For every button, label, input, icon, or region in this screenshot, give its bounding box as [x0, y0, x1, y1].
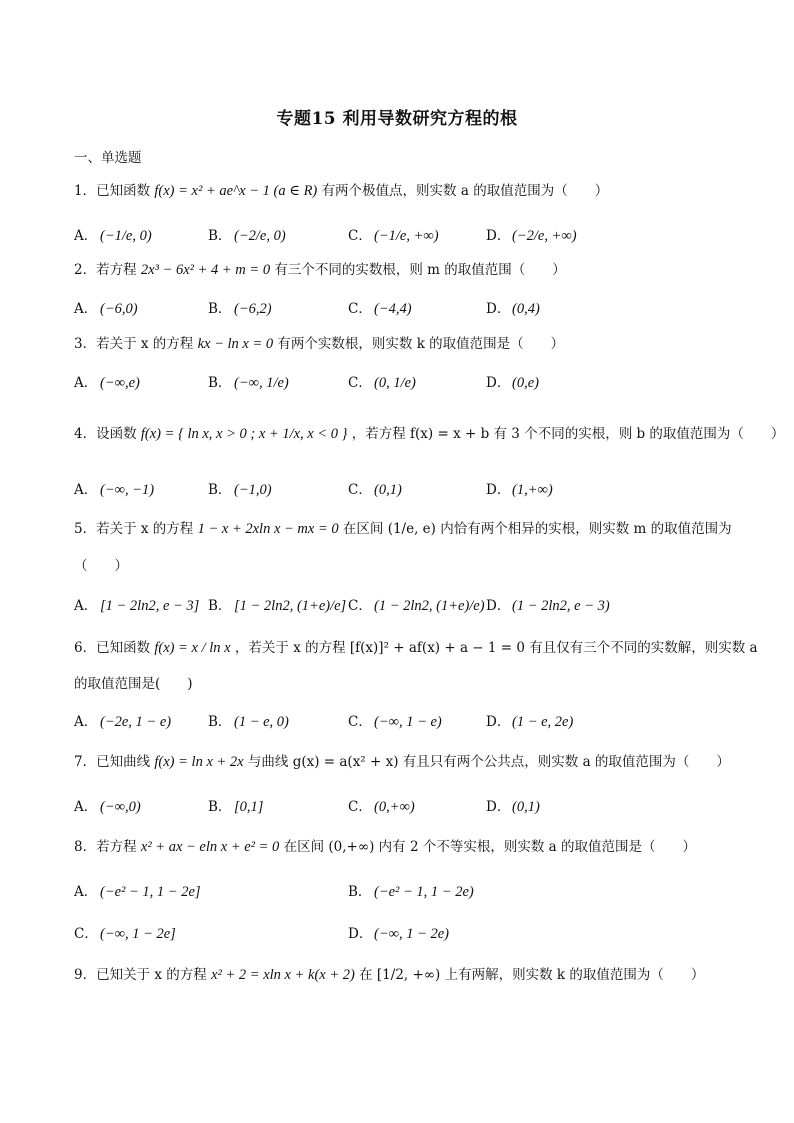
question-formula: f(x) = x² + ae^x − 1 (a ∈ R)	[154, 183, 318, 199]
question-text: 与曲线 g(x) = a(x² + x) 有且只有两个公共点，则实数 a 的取值范围为（ ）	[247, 754, 730, 770]
question-5	[74, 519, 732, 539]
option-d: D． (0,1)	[486, 799, 540, 815]
option-c: C． (0,1)	[348, 482, 402, 498]
section-heading: 一、单选题	[74, 150, 142, 166]
question-number: 6．	[74, 640, 97, 656]
question-text: （ ）	[74, 558, 128, 574]
option-d: D． (0,4)	[486, 301, 540, 317]
option-c: C． (1 − 2ln2, (1+e)/e)	[348, 598, 485, 614]
question-text: 设函数	[96, 426, 137, 442]
option-b: B． (−6,2)	[208, 301, 272, 317]
option-d: D． (−∞, 1 − 2e)	[348, 926, 449, 942]
option-c: C． (−4,4)	[348, 301, 412, 317]
option-d: D． (1 − 2ln2, e − 3)	[486, 598, 610, 614]
option-b: B． (−∞, 1/e)	[208, 375, 289, 391]
question-text: ，若方程 f(x) = x + b 有 3 个不同的实根，则 b 的取值范围为（ ）	[351, 426, 785, 442]
question-formula: 1 − x + 2xln x − mx = 0	[197, 521, 339, 537]
question-formula: 2x³ − 6x² + 4 + m = 0	[140, 262, 271, 278]
option-c: C． (−∞, 1 − 2e]	[74, 926, 176, 942]
question-6	[74, 638, 758, 658]
question-text: 的取值范围是( )	[74, 676, 193, 692]
question-text: 若方程	[96, 839, 137, 855]
question-1	[74, 181, 608, 201]
question-text: 已知关于 x 的方程	[96, 967, 207, 983]
question-6-continued	[74, 674, 193, 694]
question-2	[74, 260, 566, 280]
option-a: A． [1 − 2ln2, e − 3]	[74, 598, 200, 614]
question-text: 在区间 (0,+∞) 内有 2 个不等实根，则实数 a 的取值范围是（ ）	[283, 839, 696, 855]
question-text: 有两个实数根，则实数 k 的取值范围是（ ）	[277, 336, 565, 352]
question-4	[74, 424, 784, 444]
question-text: 有两个极值点，则实数 a 的取值范围为（ ）	[321, 183, 609, 199]
question-number: 3．	[74, 336, 97, 352]
question-formula: kx − ln x = 0	[197, 336, 274, 352]
question-text: 若方程	[96, 262, 137, 278]
question-formula: f(x) = ln x + 2x	[154, 754, 244, 770]
question-text: 已知曲线	[96, 754, 151, 770]
option-a: A． (−e² − 1, 1 − 2e]	[74, 884, 201, 900]
question-3	[74, 334, 564, 354]
option-a: A． (−6,0)	[74, 301, 138, 317]
option-a: A． (−∞,e)	[74, 375, 140, 391]
question-8	[74, 837, 696, 857]
option-b: B． [1 − 2ln2, (1+e)/e]	[208, 598, 347, 614]
question-text: 若关于 x 的方程	[96, 336, 194, 352]
option-a: A． (−∞, −1)	[74, 482, 155, 498]
option-c: C． (−∞, 1 − e)	[348, 714, 442, 730]
question-number: 2．	[74, 262, 97, 278]
question-number: 9．	[74, 967, 97, 983]
option-b: B． (−2/e, 0)	[208, 228, 286, 244]
question-7	[74, 752, 730, 772]
question-formula: f(x) = x / ln x	[154, 640, 231, 656]
question-number: 5．	[74, 521, 97, 537]
question-number: 7．	[74, 754, 97, 770]
option-c: C． (0,+∞)	[348, 799, 415, 815]
question-number: 8．	[74, 839, 97, 855]
question-formula: x² + 2 = xln x + k(x + 2)	[211, 967, 355, 983]
option-a: A． (−∞,0)	[74, 799, 141, 815]
question-number: 1．	[74, 183, 97, 199]
option-d: D． (0,e)	[486, 375, 539, 391]
option-c: C． (0, 1/e)	[348, 375, 416, 391]
question-text: 在 [1/2, +∞) 上有两解，则实数 k 的取值范围为（ ）	[359, 967, 705, 983]
question-5-continued	[74, 556, 128, 576]
question-formula: x² + ax − eln x + e² = 0	[140, 839, 280, 855]
option-a: A． (−1/e, 0)	[74, 228, 152, 244]
question-text: ，若关于 x 的方程 [f(x)]² + af(x) + a − 1 = 0 有且仅有三个不同的实数解，则实数 a	[234, 640, 758, 656]
option-d: D． (1,+∞)	[486, 482, 553, 498]
question-9	[74, 965, 704, 985]
question-text: 已知函数	[96, 183, 151, 199]
option-b: B． (−1,0)	[208, 482, 272, 498]
option-b: B． [0,1]	[208, 799, 264, 815]
question-number: 4．	[74, 426, 97, 442]
question-text: 有三个不同的实数根，则 m 的取值范围（ ）	[274, 262, 566, 278]
page-title: 专题15 利用导数研究方程的根	[276, 109, 518, 129]
question-formula: f(x) = { ln x, x > 0 ; x + 1/x, x < 0 }	[140, 426, 348, 442]
option-b: B． (−e² − 1, 1 − 2e)	[348, 884, 474, 900]
question-text: 已知函数	[96, 640, 151, 656]
question-text: 在区间 (1/e, e) 内恰有两个相异的实根，则实数 m 的取值范围为	[342, 521, 732, 537]
option-d: D． (1 − e, 2e)	[486, 714, 574, 730]
option-d: D． (−2/e, +∞)	[486, 228, 577, 244]
option-b: B． (1 − e, 0)	[208, 714, 289, 730]
option-c: C． (−1/e, +∞)	[348, 228, 439, 244]
option-a: A． (−2e, 1 − e)	[74, 714, 172, 730]
question-text: 若关于 x 的方程	[96, 521, 194, 537]
